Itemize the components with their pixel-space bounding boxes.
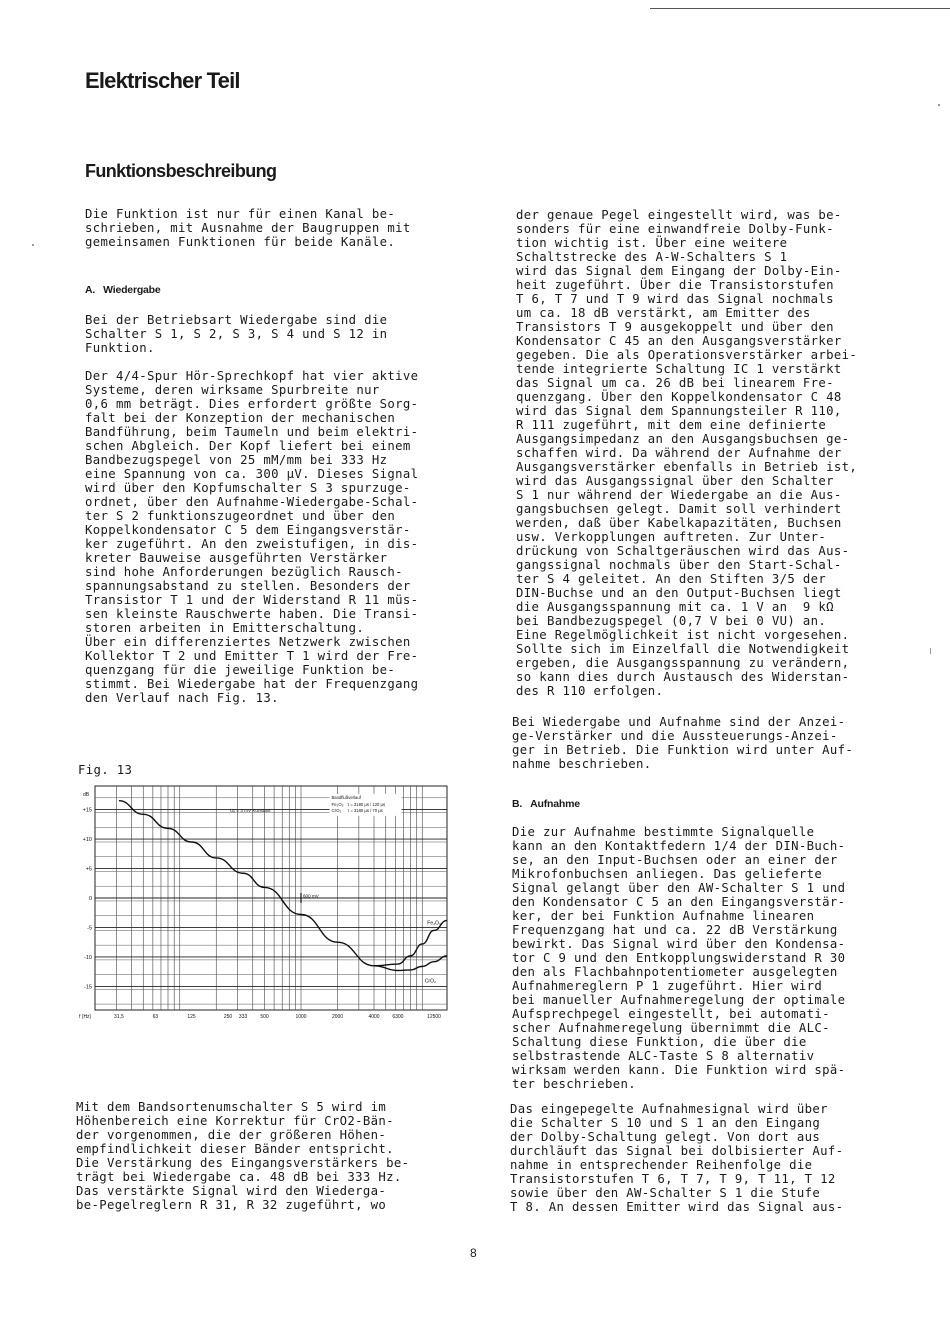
text-line: ger in Betrieb. Die Funktion wird unter Auf- xyxy=(512,743,854,757)
text-line: Kondensator C 45 an den Ausgangsverstärker xyxy=(516,334,842,348)
text-line: wirksam werden kann. Die Funktion wird spä- xyxy=(512,1063,846,1077)
text-line: gemeinsamen Funktionen für beide Kanäle. xyxy=(85,235,396,249)
text-line: Signal gelangt über den AW-Schalter S 1 und xyxy=(512,881,846,895)
constant-voltage-annotation: Uₑ = 3 mV Konstant xyxy=(230,807,271,813)
text-line: nahme in entsprechender Reihenfolge die xyxy=(510,1158,813,1172)
text-line: Ausgangsverstärker ebenfalls in Betrieb ist, xyxy=(516,460,858,474)
scan-speck xyxy=(938,104,940,106)
text-line: tor C 9 und den Entkopplungswiderstand R 30 xyxy=(512,951,846,965)
text-line: der vorgenommen, die der größeren Höhen- xyxy=(76,1128,387,1142)
text-line: Schaltung diese Funktion, die über die xyxy=(512,1035,807,1049)
section-title: Funktionsbeschreibung xyxy=(85,161,277,181)
text-line: ge-Verstärker und die Aussteuerungs-Anzei- xyxy=(512,729,838,743)
page-title: Elektrischer Teil xyxy=(85,68,240,93)
text-line: ter S 2 funktionszugeordnet und über den xyxy=(85,509,396,523)
text-line: eine Spannung von ca. 300 µV. Dieses Signal xyxy=(85,467,419,481)
text-line: bei manueller Aufnahmeregelung der optimale xyxy=(512,993,846,1007)
text-line: nahme beschrieben. xyxy=(512,757,652,771)
text-line: Bei Wiedergabe und Aufnahme sind der Anzei- xyxy=(512,715,846,729)
text-line: Schaltstrecke des A-W-Schalters S 1 xyxy=(516,250,788,264)
section-b-heading xyxy=(512,797,580,811)
text-line: Kollektor T 2 und Emitter T 1 wird der Fre- xyxy=(85,649,419,663)
scan-speck xyxy=(32,244,34,246)
text-line: den Verlauf nach Fig. 13. xyxy=(85,691,279,705)
section-a-letter: A. xyxy=(85,284,96,296)
text-line: Transistors T 9 ausgekoppelt und über den xyxy=(516,320,834,334)
text-line: Die Funktion ist nur für einen Kanal be- xyxy=(85,207,396,221)
text-line: Transistorstufen T 6, T 7, T 9, T 11, T 12 xyxy=(510,1172,836,1186)
x-tick-label: 2000 xyxy=(331,1014,344,1020)
x-tick-label: 250 xyxy=(223,1014,233,1020)
text-line: T 6, T 7 und T 9 wird das Signal nochmals xyxy=(516,292,834,306)
top-rule xyxy=(650,8,950,9)
text-line: um ca. 18 dB verstärkt, am Emitter des xyxy=(516,306,811,320)
text-line: S 1 nur während der Wiedergabe an die Aus- xyxy=(516,488,842,502)
text-line: tende integrierte Schaltung IC 1 verstärkt xyxy=(516,362,842,376)
text-line: so kann dies durch Austausch des Widerstan- xyxy=(516,670,850,684)
text-line: Sollte sich im Einzelfall die Notwendigkeit xyxy=(516,642,850,656)
text-line: Das eingepegelte Aufnahmesignal wird über xyxy=(510,1102,828,1116)
text-line: ordnet, über den Aufnahme-Wiedergabe-Schal- xyxy=(85,495,419,509)
section-a-heading xyxy=(85,283,161,297)
text-line: kann an den Kontaktfedern 1/4 der DIN-Buch- xyxy=(512,839,846,853)
text-line: der Dolby-Schaltung gelegt. Von dort aus xyxy=(510,1130,821,1144)
legend-cr-label: CrO₂ xyxy=(331,807,342,813)
series-label-fe2o3: Fe₂O₃ xyxy=(427,920,441,927)
text-line: Systeme, deren wirksame Spurbreite nur xyxy=(85,383,380,397)
text-line: Mikrofonbuchsen anliegen. Das gelieferte xyxy=(512,867,823,881)
text-line: sind hohe Anforderungen bezüglich Rausch- xyxy=(85,565,403,579)
text-line: durchläuft das Signal bei dolbisierter Auf- xyxy=(510,1144,844,1158)
left-bottom-paragraph xyxy=(76,1100,409,1212)
x-tick-label: 31,5 xyxy=(114,1014,124,1020)
section-b-letter: B. xyxy=(512,798,523,810)
text-line: 0,6 mm beträgt. Dies erfordert größte Sorg- xyxy=(85,397,419,411)
text-line: spannungsabstand zu stellen. Besonders der xyxy=(85,579,411,593)
text-line: Höhenbereich eine Korrektur für CrO2-Bän- xyxy=(76,1114,394,1128)
text-line: ker, der bei Funktion Aufnahme linearen xyxy=(512,909,815,923)
text-line: wird das Signal dem Spannungsteiler R 110, xyxy=(516,404,842,418)
figure-label: Fig. 13 xyxy=(78,763,133,777)
y-tick-label: 0 xyxy=(88,896,92,902)
text-line: Schalter S 1, S 2, S 3, S 4 und S 12 in xyxy=(85,327,388,341)
legend-fe-label: Fe₂O₃ xyxy=(331,801,344,807)
text-line: sowie über den AW-Schalter S 1 die Stufe xyxy=(510,1186,821,1200)
y-tick-label: -10 xyxy=(84,954,92,961)
scan-speck xyxy=(930,648,931,654)
text-line: den als Flachbahnpotentiometer ausgelegten xyxy=(512,965,838,979)
text-line: wird über den Kopfumschalter S 3 spurzuge- xyxy=(85,481,411,495)
text-line: be-Pegelreglern R 31, R 32 zugeführt, wo xyxy=(76,1198,387,1212)
text-line: Transistor T 1 und der Widerstand R 11 müs- xyxy=(85,593,419,607)
right-paragraph-1 xyxy=(516,208,857,698)
text-line: des R 110 erfolgen. xyxy=(516,684,664,698)
x-tick-label: 125 xyxy=(187,1014,196,1020)
y-tick-label: +5 xyxy=(85,866,92,873)
text-line: Koppelkondensator C 5 dem Eingangsverstär- xyxy=(85,523,411,537)
text-line: Frequenzgang hat und ca. 22 dB Verstärkung xyxy=(512,923,838,937)
legend-title: Bandflußverlauf xyxy=(331,794,361,800)
text-line: se, an den Input-Buchsen oder an einer der xyxy=(512,853,838,867)
text-line: Aufnahmereglern P 1 zugeführt. Hier wird xyxy=(512,979,823,993)
text-line: wird das Ausgangssignal über den Schalter xyxy=(516,474,834,488)
text-line: bewirkt. Das Signal wird über den Kondensa- xyxy=(512,937,846,951)
y-tick-label: +15 xyxy=(82,807,92,814)
text-line: scher Aufnahmeregelung übernimmt die ALC- xyxy=(512,1021,830,1035)
page-number: 8 xyxy=(470,1246,477,1260)
x-tick-label: 63 xyxy=(152,1014,159,1020)
text-line: sonders für eine einwandfreie Dolby-Funk- xyxy=(516,222,834,236)
text-line: quenzgang. Über den Koppelkondensator C 48 xyxy=(516,390,842,404)
text-line: bei Bandbezugspegel (0,7 V bei 0 VU) an. xyxy=(516,614,827,628)
text-line: trägt bei Wiedergabe ca. 48 dB bei 333 Hz. xyxy=(76,1170,402,1184)
section-b-paragraph-1 xyxy=(512,825,845,1091)
section-b-paragraph-2 xyxy=(510,1102,843,1214)
text-line: drückung von Schaltgeräuschen wird das Aus- xyxy=(516,544,850,558)
text-line: ker zugeführt. An den zweistufigen, in dis- xyxy=(85,537,419,551)
text-line: Über ein differenziertes Netzwerk zwischen xyxy=(85,635,411,649)
x-tick-label: 1000 xyxy=(295,1014,307,1020)
text-line: R 111 zugeführt, mit dem eine definierte xyxy=(516,418,827,432)
chart-svg xyxy=(75,782,455,1022)
text-line: Die Verstärkung des Eingangsverstärkers be- xyxy=(76,1156,410,1170)
section-a-paragraph-1 xyxy=(85,313,387,355)
text-line: storen arbeiten in Emitterschaltung. xyxy=(85,621,365,635)
legend-cr-time-constant: τ = 3180 µs / 70 µs xyxy=(347,807,383,813)
text-line: ter S 4 geleitet. An den Stiften 3/5 der xyxy=(516,572,827,586)
text-line: werden, daß über Kabelkapazitäten, Buchsen xyxy=(516,516,842,530)
x-tick-label: 12500 xyxy=(427,1014,441,1020)
section-a-title: Wiedergabe xyxy=(103,284,161,296)
right-paragraph-2 xyxy=(512,715,853,771)
text-line: T 8. An dessen Emitter wird das Signal aus- xyxy=(510,1200,844,1214)
text-line: ter beschrieben. xyxy=(512,1077,637,1091)
x-tick-label: 333 xyxy=(238,1014,248,1020)
text-line: Die zur Aufnahme bestimmte Signalquelle xyxy=(512,825,815,839)
text-line: gegeben. Die als Operationsverstärker arbei- xyxy=(516,348,858,362)
series-label-cro2: CrO₂ xyxy=(424,978,436,985)
text-line: Bandbezugspegel von 25 mM/mm bei 333 Hz xyxy=(85,453,388,467)
section-b-title: Aufnahme xyxy=(530,798,580,810)
text-line: empfindlichkeit dieser Bänder entspricht. xyxy=(76,1142,394,1156)
text-line: Mit dem Bandsortenumschalter S 5 wird im xyxy=(76,1100,387,1114)
text-line: Ausgangsimpedanz an den Ausgangsbuchsen ge- xyxy=(516,432,850,446)
x-tick-label: 6300 xyxy=(392,1014,404,1020)
text-line: usw. Verkopplungen auftreten. Zur Unter- xyxy=(516,530,827,544)
text-line: gangsbuchsen gelegt. Damit soll verhindert xyxy=(516,502,842,516)
text-line: quenzgang für die jeweilige Funktion be- xyxy=(85,663,396,677)
text-line: falt bei der Konzeption der mechanischen xyxy=(85,411,396,425)
text-line: wird das Signal dem Eingang der Dolby-Ein- xyxy=(516,264,842,278)
text-line: Das verstärkte Signal wird den Wiederga- xyxy=(76,1184,387,1198)
text-line: selbstrastende ALC-Taste S 8 alternativ xyxy=(512,1049,815,1063)
text-line: gangssignal nochmals über den Start-Schal- xyxy=(516,558,842,572)
text-line: die Schalter S 10 und S 1 an den Eingang xyxy=(510,1116,821,1130)
text-line: Bei der Betriebsart Wiedergabe sind die xyxy=(85,313,388,327)
text-line: tion wichtig ist. Über eine weitere xyxy=(516,236,788,250)
lead-paragraph xyxy=(85,207,411,249)
text-line: schaffen wird. Da während der Aufnahme der xyxy=(516,446,842,460)
text-line: ergeben, die Ausgangsspannung zu verändern, xyxy=(516,656,850,670)
text-line: kreter Bauweise ausgeführten Verstärker xyxy=(85,551,388,565)
text-line: Bandführung, beim Taumeln und beim elektri- xyxy=(85,425,419,439)
text-line: sen kleinste Rauschwerte haben. Die Transi- xyxy=(85,607,419,621)
legend-fe-time-constant: τ = 3180 µs / 120 µs xyxy=(347,801,386,807)
text-line: Eine Regelmöglichkeit ist nicht vorgesehen. xyxy=(516,628,850,642)
text-line: schen Abgleich. Der Kopf liefert bei einem xyxy=(85,439,411,453)
text-line: Funktion. xyxy=(85,341,155,355)
x-axis-unit-label: f (Hz) xyxy=(79,1014,92,1020)
y-tick-label: -5 xyxy=(87,925,92,932)
text-line: heit zugeführt. Über die Transistorstufen xyxy=(516,278,834,292)
text-line: DIN-Buchse und an den Output-Buchsen liegt xyxy=(516,586,842,600)
text-line: der genaue Pegel eingestellt wird, was be- xyxy=(516,208,842,222)
text-line: die Ausgangsspannung mit ca. 1 V an 9 kΩ xyxy=(516,600,834,614)
y-tick-label: -15 xyxy=(84,984,92,991)
text-line: stimmt. Bei Wiedergabe hat der Frequenzgang xyxy=(85,677,419,691)
x-tick-label: 500 xyxy=(260,1014,269,1020)
text-line: das Signal um ca. 26 dB bei linearem Fre- xyxy=(516,376,834,390)
text-line: Der 4/4-Spur Hör-Sprechkopf hat vier aktive xyxy=(85,369,419,383)
y-axis-unit-label: dB xyxy=(83,792,90,798)
text-line: schrieben, mit Ausnahme der Baugruppen mit xyxy=(85,221,411,235)
y-tick-label: +10 xyxy=(82,837,92,844)
section-a-paragraph-2 xyxy=(85,369,418,705)
text-line: den Kondensator C 5 an den Eingangsverstär- xyxy=(512,895,846,909)
frequency-response-chart xyxy=(75,782,455,1022)
reference-level-label: 600 mV xyxy=(303,893,319,899)
x-tick-label: 4000 xyxy=(368,1014,380,1020)
text-line: Aufsprechpegel eingestellt, bei automati- xyxy=(512,1007,830,1021)
